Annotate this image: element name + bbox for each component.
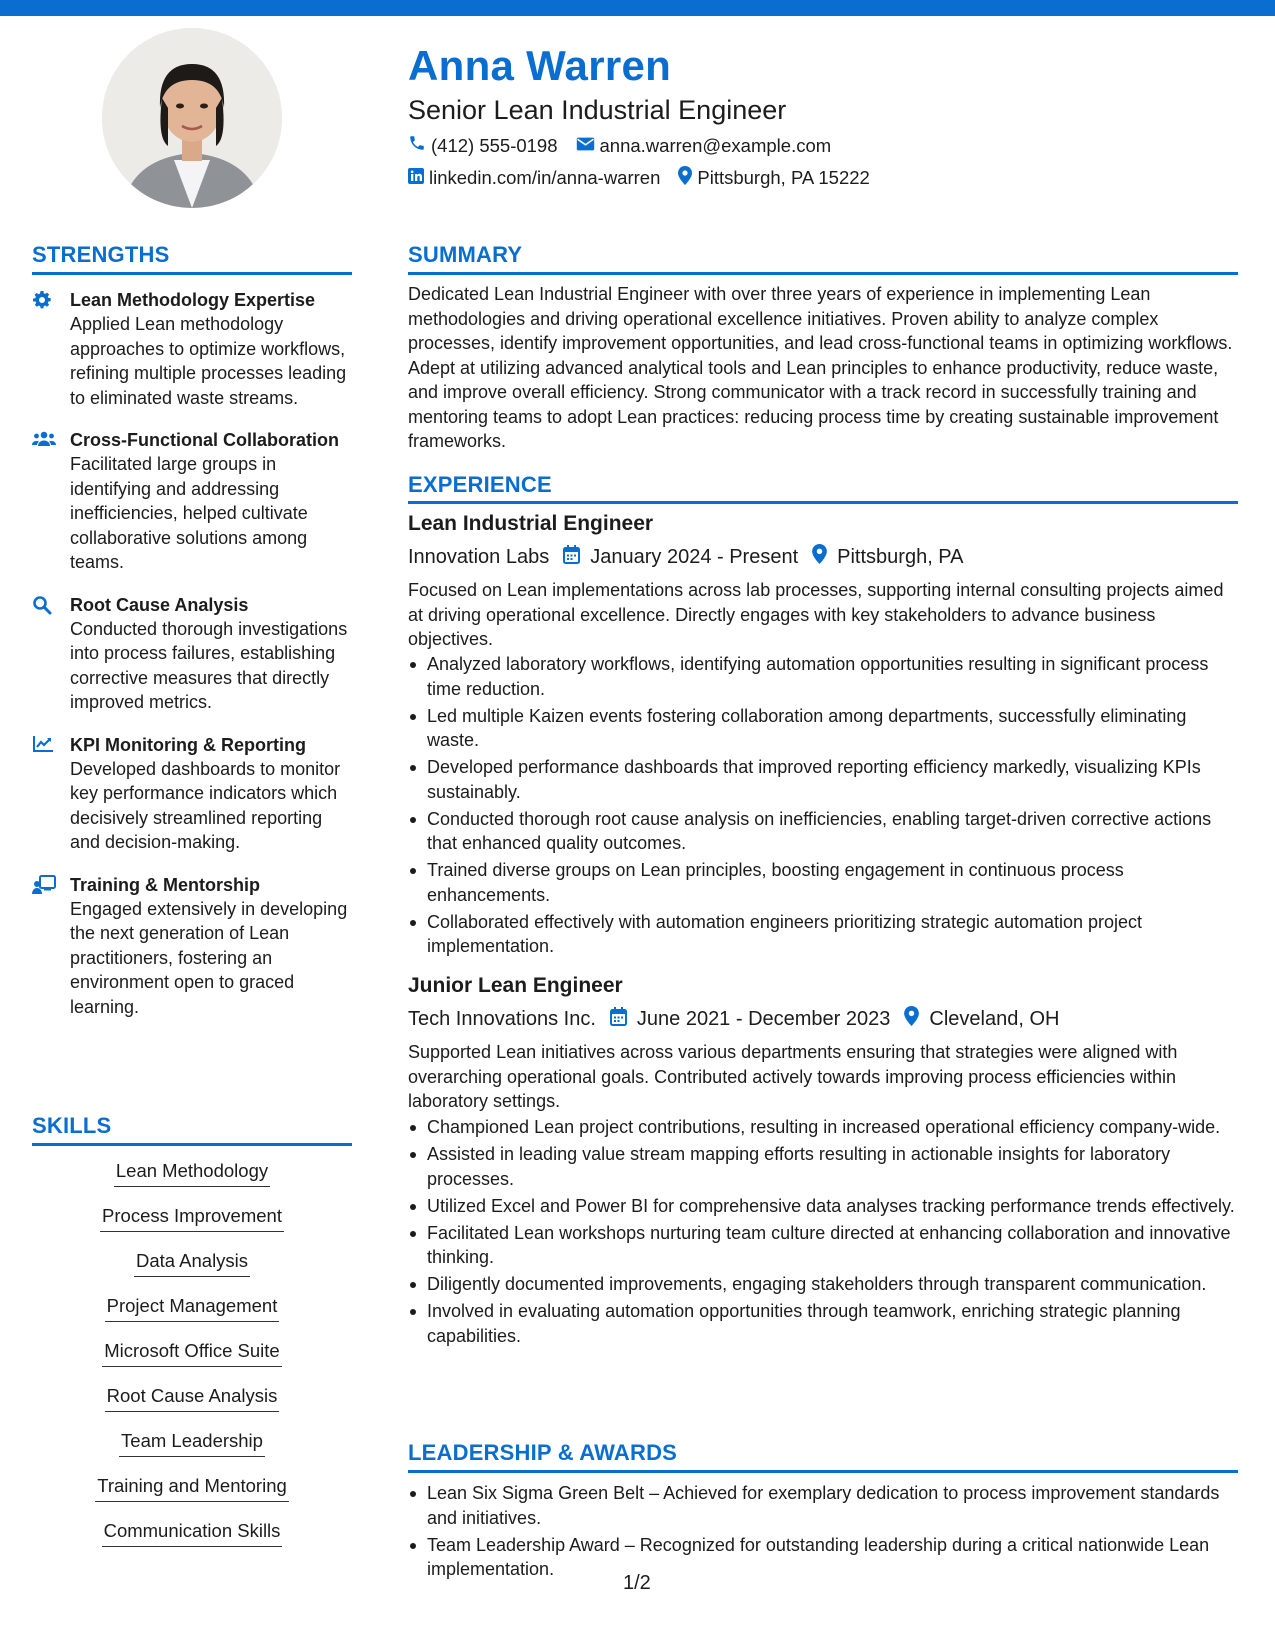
users-icon (32, 428, 70, 575)
summary-text: Dedicated Lean Industrial Engineer with over three years of experience in implementing Lean methodologies and driving operational excellence initiatives. Proven ability to analyze complex processes, identify improvement opportunities, and lead cross-functional teams in optimizing workflows. Adept at utilizing advanced analytical tools and Lean principles to enhance productivity, reduce waste, and improve overall efficiency. Strong communicator with a track record in successfully training and mentoring teams to adopt Lean practices: reducing process time by creating sustainable improvement frameworks. (408, 284, 1233, 451)
calendar-icon (549, 545, 590, 570)
skill-label: Training and Mentoring (95, 1473, 289, 1502)
job-meta (408, 544, 964, 570)
skills-rule (32, 1143, 352, 1146)
strength-title: Lean Methodology Expertise (70, 290, 316, 310)
job-description: Supported Lean initiatives across various departments ensuring that strategies were aligned with overarching operational goals. Contributed actively towards improving process efficiencies within laboratory settings. (408, 1042, 1178, 1111)
skills-heading: SKILLS (32, 1113, 112, 1138)
job-location: Pittsburgh, PA (837, 545, 964, 568)
job-company: Innovation Labs (408, 545, 550, 568)
candidate-title: Senior Lean Industrial Engineer (408, 95, 787, 125)
list-item: Involved in evaluating automation opportunities through teamwork, enriching strategic planning capabilities. (408, 1299, 1238, 1348)
job-dates: June 2021 - December 2023 (636, 1007, 891, 1030)
strength-title: KPI Monitoring & Reporting (70, 734, 306, 755)
summary-rule (408, 272, 1238, 275)
contact-location (678, 166, 869, 190)
list-item: Utilized Excel and Power BI for comprehensive data analyses tracking performance trends effectively. (408, 1194, 1238, 1219)
contact-linkedin[interactable] (408, 167, 660, 189)
list-item: Trained diverse groups on Lean principles, boosting engagement in continuous process enhancements. (408, 858, 1238, 907)
list-item: Assisted in leading value stream mapping efforts resulting in actionable insights for laboratory processes. (408, 1142, 1238, 1191)
job-bullets (408, 652, 1238, 961)
phone-icon (408, 134, 431, 157)
job-bullets (408, 1115, 1238, 1351)
envelope-icon (576, 135, 600, 157)
strength-title: Cross-Functional Collaboration (70, 430, 340, 450)
chart-line-icon (32, 733, 70, 855)
skill-item (32, 1158, 352, 1203)
skill-label: Data Analysis (134, 1248, 250, 1277)
job-company: Tech Innovations Inc. (408, 1007, 596, 1030)
awards-rule (408, 1470, 1238, 1473)
job-meta (408, 1006, 1059, 1032)
experience-rule (408, 501, 1238, 504)
skills-list (32, 1158, 352, 1563)
skill-item (32, 1203, 352, 1248)
strengths-list (32, 288, 352, 1037)
strength-desc: Applied Lean methodology approaches to optimize workflows, refining multiple processes leading to eliminated waste streams. (70, 314, 347, 408)
skill-item (32, 1383, 352, 1428)
list-item: Facilitated Lean workshops nurturing team culture directed at enhancing collaboration and innovative thinking. (408, 1221, 1238, 1270)
job-location: Cleveland, OH (929, 1007, 1060, 1030)
job-dates: January 2024 - Present (590, 545, 799, 568)
map-pin-icon (890, 1006, 929, 1032)
email-text: anna.warren@example.com (599, 134, 832, 156)
experience-heading: EXPERIENCE (408, 472, 552, 497)
strength-desc: Developed dashboards to monitor key performance indicators which decisively streamlined reporting and decision-making. (70, 758, 341, 852)
linkedin-text: linkedin.com/in/anna-warren (429, 167, 661, 188)
teacher-icon (32, 873, 70, 1020)
top-accent-bar (0, 0, 1275, 16)
skill-item (32, 1473, 352, 1518)
skill-label: Process Improvement (100, 1203, 284, 1232)
contact-email[interactable] (576, 135, 832, 157)
location-text: Pittsburgh, PA 15222 (697, 167, 870, 188)
skill-item (32, 1248, 352, 1293)
linkedin-icon (408, 167, 429, 189)
list-item: Led multiple Kaizen events fostering collaboration among departments, successfully eliminating waste. (408, 704, 1238, 753)
list-item: Conducted thorough root cause analysis on inefficiencies, enabling target-driven corrective actions that enhanced quality outcomes. (408, 807, 1238, 856)
strength-title: Training & Mentorship (70, 874, 261, 895)
strengths-heading: STRENGTHS (32, 242, 170, 267)
gear-icon (32, 288, 70, 410)
list-item: Developed performance dashboards that improved reporting efficiency markedly, visualizing KPIs sustainably. (408, 755, 1238, 804)
awards-list (408, 1481, 1238, 1584)
map-pin-icon (798, 544, 837, 570)
search-icon (32, 593, 70, 715)
calendar-icon (596, 1007, 637, 1032)
avatar (102, 28, 282, 208)
job-description: Focused on Lean implementations across lab processes, supporting internal consulting projects aimed at driving operational excellence. Directly engages with key stakeholders to advance business objectives. (408, 580, 1224, 649)
strength-item (32, 428, 352, 575)
skill-label: Microsoft Office Suite (102, 1338, 281, 1367)
skill-label: Root Cause Analysis (105, 1383, 280, 1412)
summary-heading: SUMMARY (408, 242, 523, 267)
strength-desc: Facilitated large groups in identifying and addressing inefficiencies, helped cultivate collaborative solutions among teams. (70, 454, 308, 572)
skill-label: Communication Skills (102, 1518, 283, 1547)
skill-item (32, 1518, 352, 1563)
strength-desc: Engaged extensively in developing the next generation of Lean practitioners, fostering an environment open to graced learning. (70, 898, 348, 1017)
strength-item (32, 873, 352, 1020)
list-item: Collaborated effectively with automation engineers prioritizing strategic automation project implementation. (408, 910, 1238, 959)
job-title: Lean Industrial Engineer (408, 512, 654, 535)
list-item: Analyzed laboratory workflows, identifying automation opportunities resulting in significant process time reduction. (408, 652, 1238, 701)
strengths-rule (32, 272, 352, 275)
strength-item (32, 288, 352, 410)
strength-title: Root Cause Analysis (70, 594, 249, 615)
awards-heading: LEADERSHIP & AWARDS (408, 1440, 678, 1465)
skill-label: Team Leadership (119, 1428, 265, 1457)
strength-item (32, 593, 352, 715)
map-pin-icon (678, 166, 697, 190)
list-item: Championed Lean project contributions, resulting in increased operational efficiency company-wide. (408, 1115, 1238, 1140)
strength-desc: Conducted thorough investigations into process failures, establishing corrective measures that directly improved metrics. (70, 618, 348, 712)
award-item: Team Leadership Award – Recognized for outstanding leadership during a critical nationwide Lean implementation. (408, 1533, 1238, 1582)
contact-row-primary (408, 134, 849, 157)
contact-phone[interactable] (408, 134, 558, 157)
list-item: Diligently documented improvements, engaging stakeholders through transparent communication. (408, 1272, 1238, 1297)
skill-item (32, 1338, 352, 1383)
job-title: Junior Lean Engineer (408, 974, 623, 997)
award-item: Lean Six Sigma Green Belt – Achieved for exemplary dedication to process improvement standards and initiatives. (408, 1481, 1238, 1530)
skill-item (32, 1428, 352, 1473)
skill-item (32, 1293, 352, 1338)
phone-text: (412) 555-0198 (431, 134, 558, 156)
skill-label: Project Management (105, 1293, 280, 1322)
skill-label: Lean Methodology (114, 1158, 270, 1187)
strength-item (32, 733, 352, 855)
candidate-name: Anna Warren (408, 42, 672, 89)
page-indicator: 1/2 (623, 1572, 651, 1594)
contact-row-secondary (408, 166, 888, 190)
